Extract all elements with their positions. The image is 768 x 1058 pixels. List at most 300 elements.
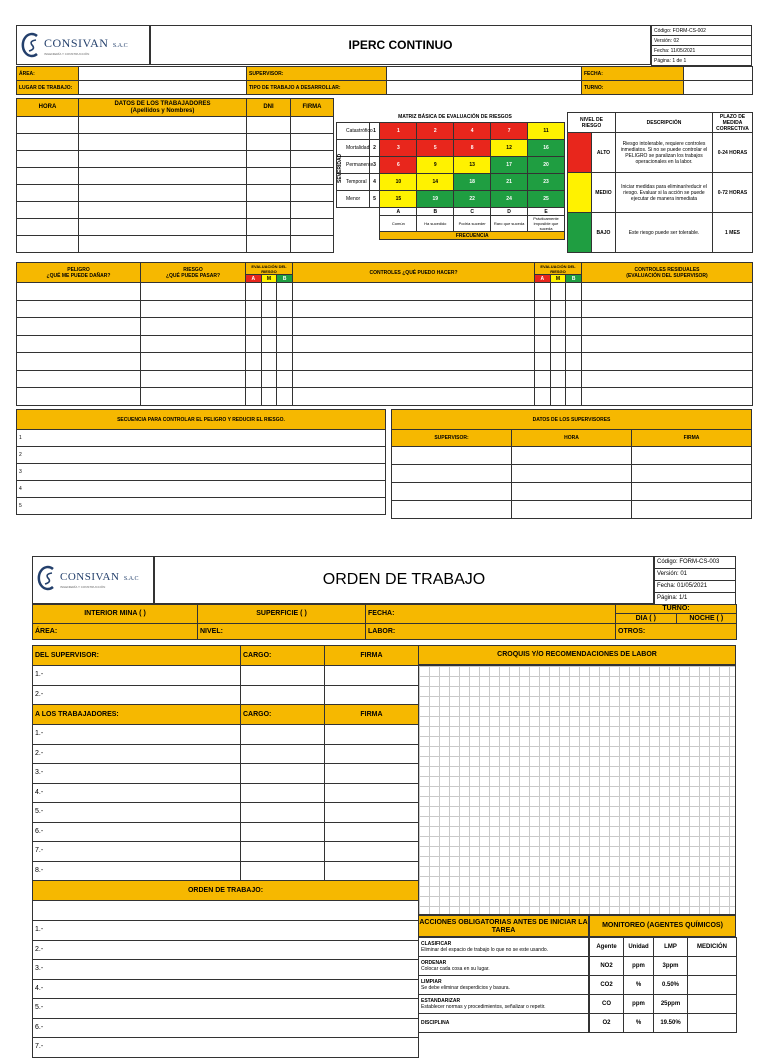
eval-b-cell[interactable]	[277, 370, 293, 388]
matrix-cell: 20	[528, 157, 565, 174]
peligro-cell[interactable]	[17, 388, 141, 406]
monitoreo-cell: ppm	[624, 995, 654, 1014]
firma-cell[interactable]	[291, 202, 334, 219]
riesgo-cell[interactable]	[141, 283, 246, 301]
supervisor-firma-cell[interactable]	[632, 483, 752, 501]
orden-title: ORDEN DE TRABAJO	[154, 556, 654, 604]
hora-cell[interactable]	[17, 117, 79, 134]
worker-name-cell[interactable]	[79, 117, 247, 134]
res-eval-b-cell[interactable]	[566, 370, 582, 388]
supervisor-hora-cell[interactable]	[512, 483, 632, 501]
residuales-header: CONTROLES RESIDUALES (EVALUACIÓN DEL SUPERVISOR)	[582, 263, 753, 283]
riesgo-cell[interactable]	[141, 353, 246, 371]
matrix-cell: 9	[417, 157, 454, 174]
acciones-header: ACCIONES OBLIGATORIAS ANTES DE INICIAR LA TAREA	[418, 915, 589, 937]
person-row	[33, 744, 419, 764]
person-cargo-cell[interactable]	[241, 842, 325, 862]
risk-level-desc: Iniciar medidas para eliminar/reducir el riesgo. Evaluar si la acción se puede ejecutar de manera inmediata	[616, 173, 713, 213]
res-eval-m-cell[interactable]	[550, 370, 566, 388]
supervisor-name-cell[interactable]	[392, 447, 512, 465]
worker-row	[17, 236, 334, 253]
eval-b-cell[interactable]	[277, 283, 293, 301]
res-eval-m-cell[interactable]	[550, 335, 566, 353]
supervisor-hora-cell[interactable]	[512, 447, 632, 465]
riesgo-cell[interactable]	[141, 335, 246, 353]
person-cargo-cell[interactable]	[241, 666, 325, 686]
worker-row	[17, 134, 334, 151]
eval-m-cell[interactable]	[261, 370, 277, 388]
orden-line[interactable]: 2.-	[33, 940, 419, 960]
medicion-cell[interactable]	[688, 957, 737, 976]
controles-cell[interactable]	[293, 370, 535, 388]
worker-row	[17, 219, 334, 236]
hazard-row	[17, 283, 753, 301]
sequence-step[interactable]: 3	[17, 464, 386, 481]
accion-text: Establecer normas y procedimientos, señalizar o repetir.	[421, 1004, 546, 1010]
matrix-row	[337, 140, 565, 157]
turno-field[interactable]	[684, 81, 753, 95]
risk-level-row	[568, 173, 753, 213]
monitoreo-cell: ppm	[624, 957, 654, 976]
dni-cell[interactable]	[247, 134, 291, 151]
hazard-row	[17, 353, 753, 371]
eval-b-cell[interactable]	[277, 318, 293, 336]
supervisor-name-cell[interactable]	[392, 465, 512, 483]
worker-name-cell[interactable]	[79, 236, 247, 253]
residuales-cell[interactable]	[582, 388, 753, 406]
person-firma-cell[interactable]	[325, 861, 419, 881]
matrix-cell: 8	[454, 140, 491, 157]
matrix-cell: 21	[491, 174, 528, 191]
risk-matrix	[336, 122, 565, 240]
risk-level-swatch	[568, 133, 592, 173]
monitoreo-cell: O2	[590, 1014, 624, 1033]
orden-logo-box	[32, 556, 154, 604]
orden-row	[33, 940, 419, 960]
orden-line[interactable]: 6.-	[33, 1018, 419, 1038]
matrix-cell: 16	[528, 140, 565, 157]
worker-name-cell[interactable]	[79, 185, 247, 202]
trabajadores-header-row: A LOS TRABAJADORES: CARGO: FIRMA	[33, 705, 419, 725]
hora-cell[interactable]	[17, 236, 79, 253]
area-field[interactable]	[79, 67, 247, 81]
severity-label: Temporal	[337, 174, 370, 191]
sequence-step[interactable]: 1	[17, 430, 386, 447]
person-firma-cell[interactable]	[325, 764, 419, 784]
freq-label: Ha sucedido	[417, 216, 454, 232]
accion-row	[419, 1014, 589, 1033]
person-row	[33, 822, 419, 842]
eval-a-cell[interactable]	[246, 388, 262, 406]
worker-name-cell[interactable]	[79, 202, 247, 219]
eval-a-cell[interactable]	[246, 300, 262, 318]
orden-meta: Código: FORM-CS-003 Versión: 01 Fecha: 01/05/2021 Página: 1/1	[654, 556, 736, 605]
hora-cell[interactable]	[17, 202, 79, 219]
accion-row	[419, 957, 589, 976]
monitoreo-table	[589, 937, 737, 1033]
monitoreo-cell: NO2	[590, 957, 624, 976]
res-eval-a-cell[interactable]	[535, 353, 551, 371]
peligro-cell[interactable]	[17, 300, 141, 318]
res-eval-a-cell[interactable]	[535, 318, 551, 336]
controles-cell[interactable]	[293, 388, 535, 406]
severity-num: 5	[369, 191, 380, 208]
hora-cell[interactable]	[17, 185, 79, 202]
res-eval-a-cell[interactable]	[535, 283, 551, 301]
res-eval-b-cell[interactable]	[566, 300, 582, 318]
person-firma-cell[interactable]	[325, 725, 419, 745]
accion-head: LIMPIAR	[421, 979, 442, 985]
worker-row	[17, 151, 334, 168]
fecha-field[interactable]	[684, 67, 753, 81]
eval-a-cell[interactable]	[246, 318, 262, 336]
person-row	[33, 764, 419, 784]
matrix-cell: 4	[454, 123, 491, 140]
firma-cell[interactable]	[291, 151, 334, 168]
matrix-row	[337, 157, 565, 174]
person-firma-cell[interactable]	[325, 666, 419, 686]
accion-row	[419, 938, 589, 957]
accion-text: Colocar cada cosa en su lugar.	[421, 966, 490, 972]
person-name-cell[interactable]: 4.-	[33, 783, 241, 803]
supervisor-firma-cell[interactable]	[632, 447, 752, 465]
orden-row-location: INTERIOR MINA ( ) SUPERFICIE ( ) FECHA: TURNO: DIA ( ) NOCHE ( ) ÁREA: NIVEL: LABOR: OTROS:	[32, 604, 737, 640]
matrix-cell: 3	[380, 140, 417, 157]
severity-num: 2	[369, 140, 380, 157]
dni-cell[interactable]	[247, 202, 291, 219]
res-eval-a-cell[interactable]	[535, 335, 551, 353]
res-eval-a-cell[interactable]	[535, 388, 551, 406]
res-eval-a-cell[interactable]	[535, 300, 551, 318]
freq-letter: B	[417, 208, 454, 216]
firma-cell[interactable]	[291, 168, 334, 185]
freq-label: Prácticamente imposible que suceda	[528, 216, 565, 232]
orden-line[interactable]: 4.-	[33, 979, 419, 999]
severidad-label: SEVERIDAD	[337, 153, 343, 183]
orden-line[interactable]: 3.-	[33, 960, 419, 980]
supervisor-row	[392, 447, 752, 465]
firma-cell[interactable]	[291, 236, 334, 253]
firma-cell[interactable]	[291, 117, 334, 134]
matrix-cell: 1	[380, 123, 417, 140]
severity-label: Mortalidad	[337, 140, 370, 157]
person-name-cell[interactable]: 8.-	[33, 861, 241, 881]
eval-m-cell[interactable]	[261, 283, 277, 301]
hora-cell[interactable]	[17, 219, 79, 236]
freq-label: Podría suceder	[454, 216, 491, 232]
orden-row	[33, 921, 419, 941]
hazard-row	[17, 388, 753, 406]
person-name-cell[interactable]: 3.-	[33, 764, 241, 784]
res-eval-m-cell[interactable]	[550, 353, 566, 371]
superficie-option[interactable]: SUPERFICIE ( )	[198, 605, 366, 624]
eval-m-cell[interactable]	[261, 353, 277, 371]
controles-cell[interactable]	[293, 335, 535, 353]
person-name-cell[interactable]: 6.-	[33, 822, 241, 842]
res-eval-m-cell[interactable]	[550, 388, 566, 406]
accion-head: DISCIPLINA	[421, 1020, 450, 1026]
worker-row	[17, 168, 334, 185]
person-firma-cell[interactable]	[325, 803, 419, 823]
worker-name-cell[interactable]	[79, 134, 247, 151]
person-firma-cell[interactable]	[325, 842, 419, 862]
eval-b-cell[interactable]	[277, 353, 293, 371]
person-name-cell[interactable]: 5.-	[33, 803, 241, 823]
sequence-row	[17, 464, 386, 481]
orden-line[interactable]: 1.-	[33, 921, 419, 941]
supervisor-name-cell[interactable]	[392, 501, 512, 519]
peligro-cell[interactable]	[17, 318, 141, 336]
sequence-step[interactable]: 4	[17, 481, 386, 498]
peligro-cell[interactable]	[17, 353, 141, 371]
res-eval-m-cell[interactable]	[550, 300, 566, 318]
accion-text: Eliminar del espacio de trabajo lo que no se este usando.	[421, 947, 549, 953]
supervisor-row	[392, 501, 752, 519]
dni-cell[interactable]	[247, 168, 291, 185]
lugar-field[interactable]	[79, 81, 247, 95]
orden-row	[33, 960, 419, 980]
turno-noche-option[interactable]: NOCHE ( )	[676, 614, 737, 624]
riesgo-cell[interactable]	[141, 300, 246, 318]
supervisor-row	[392, 465, 752, 483]
accion-row	[419, 976, 589, 995]
dni-cell[interactable]	[247, 185, 291, 202]
orden-row	[33, 979, 419, 999]
person-cargo-cell[interactable]	[241, 744, 325, 764]
peligro-cell[interactable]	[17, 283, 141, 301]
orden-row	[33, 1018, 419, 1038]
risk-level-swatch	[568, 173, 592, 213]
residuales-cell[interactable]	[582, 370, 753, 388]
residuales-cell[interactable]	[582, 300, 753, 318]
matrix-cell: 19	[417, 191, 454, 208]
supervisor-field[interactable]	[387, 67, 582, 81]
monitoreo-col-header: LMP	[654, 938, 688, 957]
turno-dia-option[interactable]: DIA ( )	[616, 614, 677, 624]
eval-a-cell[interactable]	[246, 353, 262, 371]
person-name-cell[interactable]: 1.-	[33, 666, 241, 686]
res-eval-a-cell[interactable]	[535, 370, 551, 388]
matrix-cell: 5	[417, 140, 454, 157]
workers-table: HORA DATOS DE LOS TRABAJADORES (Apellidos y Nombres) DNI FIRMA	[16, 98, 334, 253]
sequence-row	[17, 447, 386, 464]
sequence-table: SECUENCIA PARA CONTROLAR EL PELIGRO Y REDUCIR EL RIESGO. 1 2 3 4 5	[16, 409, 386, 515]
person-cargo-cell[interactable]	[241, 803, 325, 823]
medicion-cell[interactable]	[688, 1014, 737, 1033]
monitoreo-row	[590, 995, 737, 1014]
firma-cell[interactable]	[291, 185, 334, 202]
res-eval-b-cell[interactable]	[566, 388, 582, 406]
person-firma-cell[interactable]	[325, 744, 419, 764]
eval-b-cell[interactable]	[277, 335, 293, 353]
matrix-cell: 24	[491, 191, 528, 208]
orden-row	[33, 1038, 419, 1058]
riesgo-cell[interactable]	[141, 388, 246, 406]
matrix-cell: 25	[528, 191, 565, 208]
matrix-cell: 2	[417, 123, 454, 140]
supervisor-hora-cell[interactable]	[512, 465, 632, 483]
hazard-row	[17, 318, 753, 336]
worker-row	[17, 185, 334, 202]
res-eval-m-cell[interactable]	[550, 318, 566, 336]
freq-letter: C	[454, 208, 491, 216]
worker-name-cell[interactable]	[79, 168, 247, 185]
monitoreo-cell: 25ppm	[654, 995, 688, 1014]
dni-cell[interactable]	[247, 236, 291, 253]
severity-label: Catastrófico	[337, 123, 370, 140]
freq-letter: A	[380, 208, 417, 216]
res-eval-b-cell[interactable]	[566, 318, 582, 336]
eval-m-cell[interactable]	[261, 318, 277, 336]
risk-level-row	[568, 133, 753, 173]
eval-a-cell[interactable]	[246, 283, 262, 301]
matrix-row	[337, 123, 565, 140]
person-name-cell[interactable]: 7.-	[33, 842, 241, 862]
orden-header-row: ORDEN DE TRABAJO:	[33, 881, 419, 901]
eval-b-cell[interactable]	[277, 300, 293, 318]
peligro-cell[interactable]	[17, 370, 141, 388]
orden-row	[33, 999, 419, 1019]
consivan-logo: CONSIVAN S.A.C INGENIERÍA Y CONSTRUCCIÓN	[33, 557, 153, 599]
person-firma-cell[interactable]	[325, 783, 419, 803]
matrix-cell: 18	[454, 174, 491, 191]
residuales-cell[interactable]	[582, 318, 753, 336]
eval-m-cell[interactable]	[261, 300, 277, 318]
res-eval-b-cell[interactable]	[566, 335, 582, 353]
riesgo-header: RIESGO ¿QUÉ PUEDE PASAR?	[141, 263, 246, 283]
croquis-header: CROQUIS Y/O RECOMENDACIONES DE LABOR	[418, 645, 736, 665]
eval-a-cell[interactable]	[246, 370, 262, 388]
riesgo-cell[interactable]	[141, 318, 246, 336]
supervisor-name-cell[interactable]	[392, 483, 512, 501]
logo-box	[16, 25, 150, 65]
eval-a-cell[interactable]	[246, 335, 262, 353]
matrix-cell: 7	[491, 123, 528, 140]
person-row	[33, 803, 419, 823]
freq-letter: D	[491, 208, 528, 216]
hazards-table: PELIGRO ¿QUÉ ME PUEDE DAÑAR? RIESGO ¿QUÉ PUEDE PASAR? EVALUACIÓN DEL RIESGO CONTROLES ¿QUÉ PUEDO HACER? EVALUACIÓN DEL RIESGO CONTROLES RESIDUALES (EVALUACIÓN DEL SUPERVISOR) A M B A M B	[16, 262, 753, 406]
person-name-cell[interactable]: 2.-	[33, 744, 241, 764]
matrix-cell: 22	[454, 191, 491, 208]
eval-m-cell[interactable]	[261, 335, 277, 353]
matrix-cell: 15	[380, 191, 417, 208]
accion-cell	[419, 995, 589, 1014]
freq-label: Raro que suceda	[491, 216, 528, 232]
iperc-title: IPERC CONTINUO	[150, 25, 651, 65]
risk-levels-table: NIVEL DE RIESGO DESCRIPCIÓN PLAZO DE MEDIDA CORRECTIVA ALTO Riesgo intolerable, requiere controles inmediatos. Si no se puede controlar el PELIGRO se paralizan los trabajos operacionales en la labor. 0-24 HORAS MEDIO Iniciar medidas para eliminar/reducir el riesgo. Evaluar si la acción se puede ejecutar de manera inmediata 0-72 HORAS BAJO Este riesgo puede ser tolerable. 1 MES	[567, 112, 753, 253]
monitoreo-cell: 19.50%	[654, 1014, 688, 1033]
supervisor-hora-cell[interactable]	[512, 501, 632, 519]
person-firma-cell[interactable]	[325, 685, 419, 705]
acciones-table	[418, 937, 589, 1033]
accion-cell	[419, 938, 589, 957]
supervisors-table: DATOS DE LOS SUPERVISORES SUPERVISOR: HORA FIRMA	[391, 409, 752, 519]
peligro-cell[interactable]	[17, 335, 141, 353]
eval-b-cell[interactable]	[277, 388, 293, 406]
dni-cell[interactable]	[247, 151, 291, 168]
res-eval-b-cell[interactable]	[566, 353, 582, 371]
matrix-cell: 12	[491, 140, 528, 157]
worker-name-cell[interactable]	[79, 151, 247, 168]
orden-line[interactable]: 5.-	[33, 999, 419, 1019]
person-name-cell[interactable]: 2.-	[33, 685, 241, 705]
person-cargo-cell[interactable]	[241, 861, 325, 881]
riesgo-cell[interactable]	[141, 370, 246, 388]
eval-m-cell[interactable]	[261, 388, 277, 406]
residuales-cell[interactable]	[582, 335, 753, 353]
risk-level-desc: Este riesgo puede ser tolerable.	[616, 213, 713, 253]
person-row	[33, 783, 419, 803]
risk-level-plazo: 1 MES	[713, 213, 753, 253]
monitoreo-cell: CO2	[590, 976, 624, 995]
matrix-cell: 10	[380, 174, 417, 191]
sequence-step[interactable]: 2	[17, 447, 386, 464]
sequence-step[interactable]: 5	[17, 498, 386, 515]
person-cargo-cell[interactable]	[241, 822, 325, 842]
hora-cell[interactable]	[17, 134, 79, 151]
monitoreo-cell: %	[624, 976, 654, 995]
controles-cell[interactable]	[293, 318, 535, 336]
person-name-cell[interactable]: 1.-	[33, 725, 241, 745]
risk-level-name: BAJO	[592, 213, 616, 253]
medicion-cell[interactable]	[688, 976, 737, 995]
severity-num: 4	[369, 174, 380, 191]
person-cargo-cell[interactable]	[241, 764, 325, 784]
supervisor-row	[392, 483, 752, 501]
controles-cell[interactable]	[293, 283, 535, 301]
accion-cell	[419, 976, 589, 995]
person-firma-cell[interactable]	[325, 822, 419, 842]
worker-name-cell[interactable]	[79, 219, 247, 236]
supervisor-firma-cell[interactable]	[632, 501, 752, 519]
medicion-cell[interactable]	[688, 995, 737, 1014]
tipo-trabajo-field[interactable]	[387, 81, 582, 95]
firma-cell[interactable]	[291, 134, 334, 151]
orden-line[interactable]: 7.-	[33, 1038, 419, 1058]
hora-cell[interactable]	[17, 151, 79, 168]
firma-cell[interactable]	[291, 219, 334, 236]
controles-cell[interactable]	[293, 300, 535, 318]
worker-row	[17, 117, 334, 134]
consivan-logo: CONSIVAN S.A.C INGENIERÍA Y CONSTRUCCIÓN	[17, 26, 149, 64]
matrix-cell: 11	[528, 123, 565, 140]
freq-labels-row	[337, 216, 565, 232]
matrix-row	[337, 191, 565, 208]
iperc-header-fields: ÁREA: SUPERVISOR: FECHA: LUGAR DE TRABAJO: TIPO DE TRABAJO A DESARROLLAR: TURNO:	[16, 66, 753, 95]
person-cargo-cell[interactable]	[241, 725, 325, 745]
dni-cell[interactable]	[247, 219, 291, 236]
accion-head: ORDENAR	[421, 960, 447, 966]
person-row	[33, 842, 419, 862]
severity-label: Menor	[337, 191, 370, 208]
controles-cell[interactable]	[293, 353, 535, 371]
interior-mina-option[interactable]: INTERIOR MINA ( )	[33, 605, 198, 624]
dni-cell[interactable]	[247, 117, 291, 134]
res-eval-m-cell[interactable]	[550, 283, 566, 301]
res-eval-b-cell[interactable]	[566, 283, 582, 301]
severity-label: Permanente	[337, 157, 370, 174]
croquis-grid[interactable]	[418, 665, 736, 915]
hora-cell[interactable]	[17, 168, 79, 185]
person-cargo-cell[interactable]	[241, 685, 325, 705]
hazard-row	[17, 300, 753, 318]
residuales-cell[interactable]	[582, 283, 753, 301]
supervisor-firma-cell[interactable]	[632, 465, 752, 483]
person-cargo-cell[interactable]	[241, 783, 325, 803]
residuales-cell[interactable]	[582, 353, 753, 371]
sequence-row	[17, 481, 386, 498]
matrix-title: MATRIZ BÁSICA DE EVALUACIÓN DE RIESGOS	[398, 114, 512, 120]
